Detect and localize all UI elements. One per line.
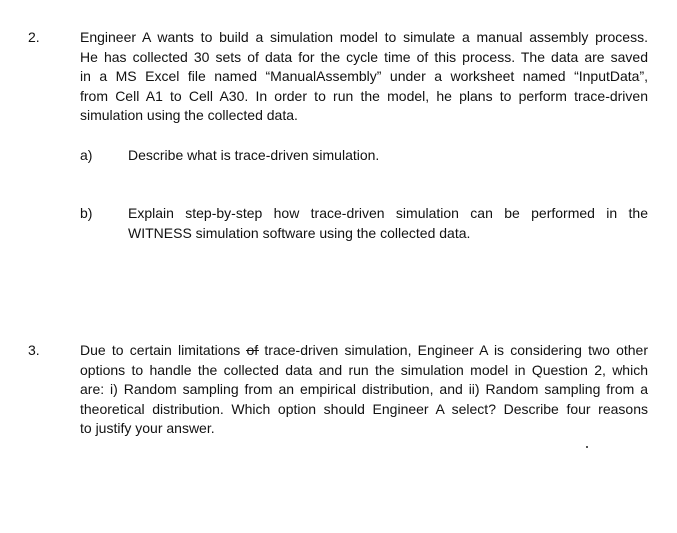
question-2b-line-1: Explain step-by-step how trace-driven simulation can be performed in the	[128, 205, 648, 221]
question-3-line-1-start: Due to certain limitations	[80, 342, 247, 358]
struck-word: of	[246, 342, 259, 358]
question-2b-line-2: WITNESS simulation software using the collected data.	[128, 224, 471, 241]
question-2-line-5: simulation using the collected data.	[80, 107, 298, 123]
stray-dot-mark	[586, 446, 588, 448]
question-2a-text: Describe what is trace-driven simulation.	[128, 147, 380, 163]
question-3-text	[80, 341, 648, 439]
question-2b-label: b)	[80, 205, 93, 221]
question-2a-label: a)	[80, 147, 93, 163]
question-2-text	[80, 28, 648, 126]
question-2-number: 2.	[28, 29, 40, 45]
question-3-line-2: options to handle the collected data and run the simulation model in Question 2, which	[80, 361, 648, 378]
question-3-line-3: are: i) Random sampling from an empirical distribution, and ii) Random sampling from a	[80, 381, 648, 397]
question-3-line-1	[80, 341, 648, 361]
question-2-line-3: in a MS Excel file named “ManualAssembly” under a worksheet named “InputData”,	[80, 68, 648, 84]
question-2b-text	[128, 204, 648, 243]
question-2-line-1: Engineer A wants to build a simulation model to simulate a manual assembly process.	[80, 29, 648, 45]
question-3-number: 3.	[28, 342, 40, 358]
question-3-line-1-end: trace-driven simulation, Engineer A is considering two other	[258, 342, 648, 358]
question-3-line-5: to justify your answer.	[80, 420, 215, 436]
question-2-line-2: He has collected 30 sets of data for the cycle time of this process. The data are saved	[80, 48, 648, 65]
question-2-line-4: from Cell A1 to Cell A30. In order to run the model, he plans to perform trace-driven	[80, 87, 648, 104]
question-3-line-4: theoretical distribution. Which option should Engineer A select? Describe four reasons	[80, 400, 648, 417]
